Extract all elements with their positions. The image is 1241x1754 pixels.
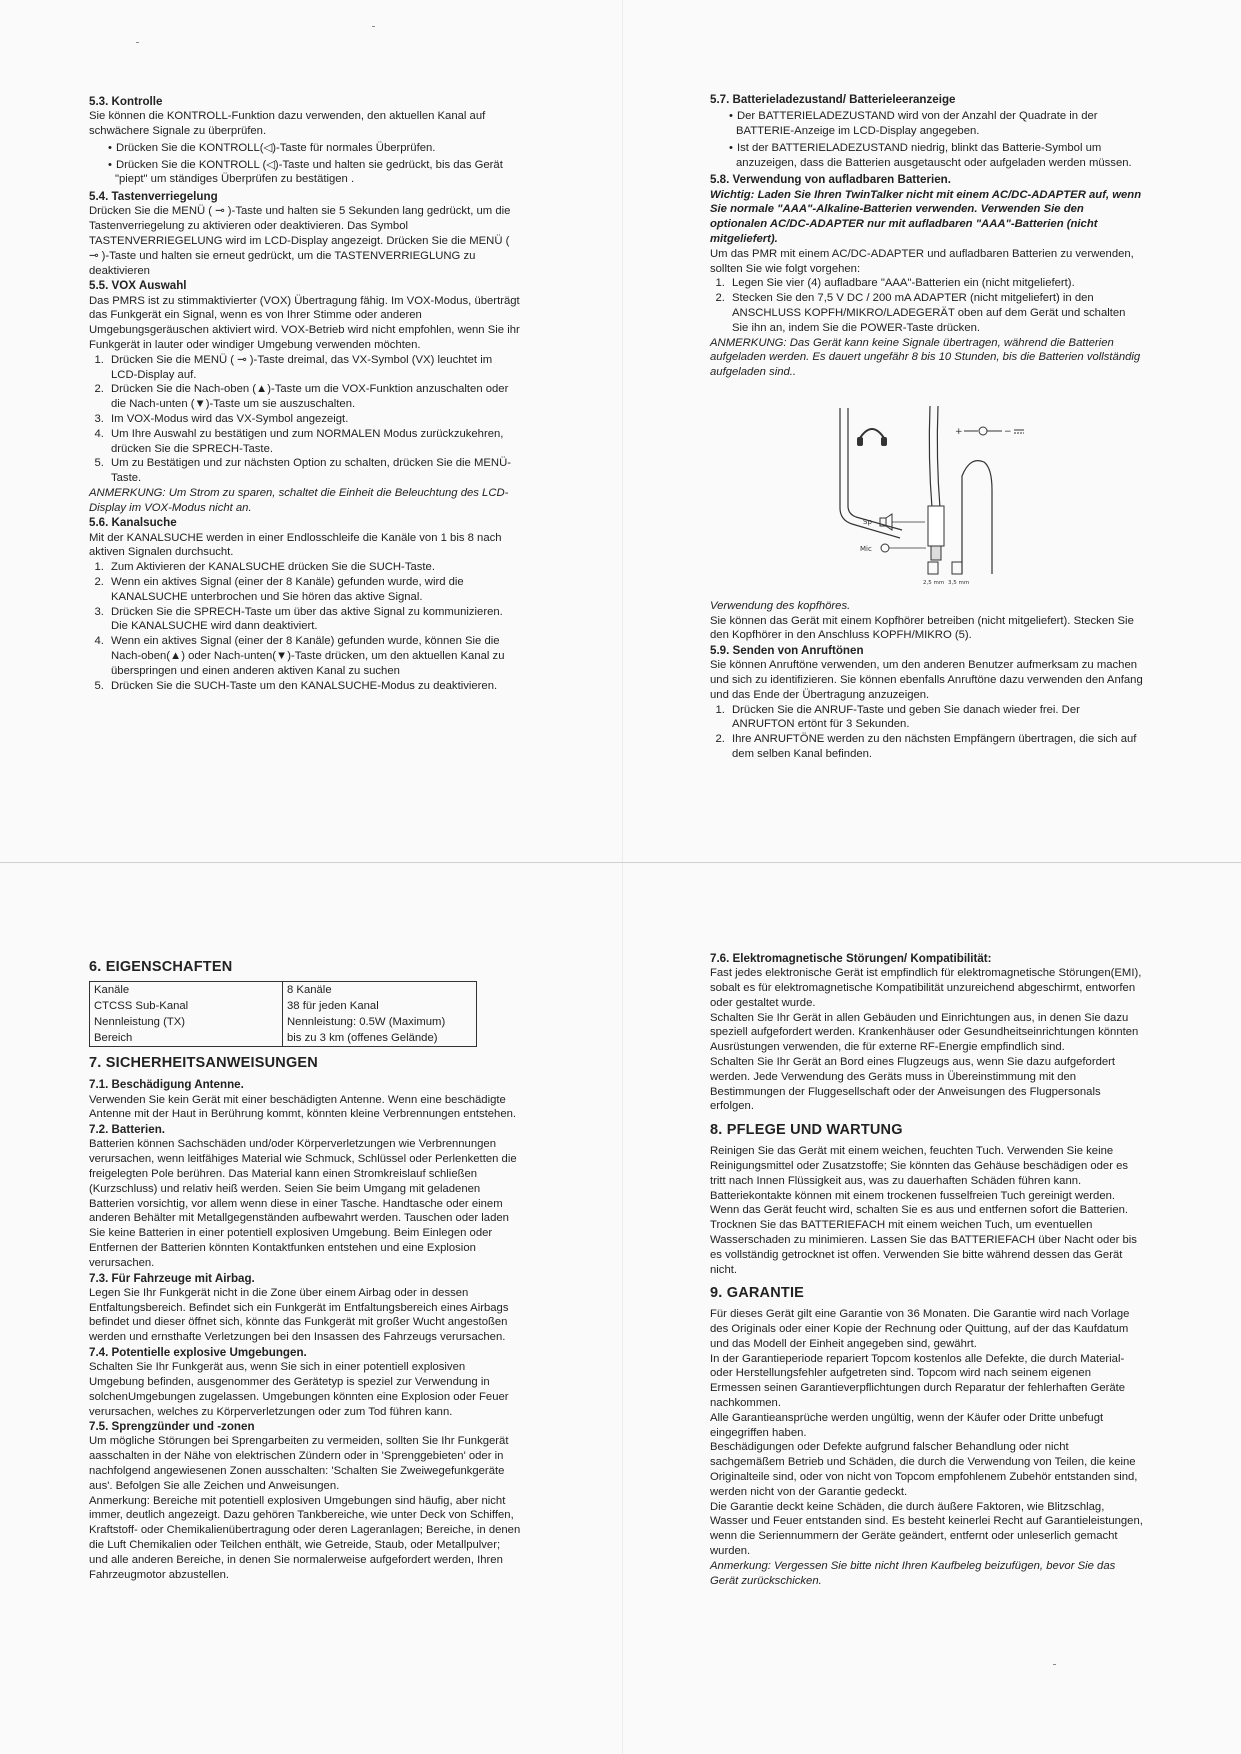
section-title: 5.7. Batterieladezustand/ Batterieleeranzeige — [710, 93, 956, 106]
step-item: 5. Um zu Bestätigen und zur nächsten Option zu schalten, drücken Sie die MENÜ-Taste. — [107, 456, 521, 486]
jack-icon — [952, 562, 962, 574]
table-row — [90, 981, 477, 998]
jack-size-label: 2,5 mm — [923, 579, 945, 586]
section-5-3 — [89, 94, 521, 187]
section-text: Schalten Sie Ihr Gerät an Bord eines Flugzeugs aus, wenn Sie dazu aufgefordert werden. Jede Verwendung des Geräts muss in Übereinstimmung mit den Bestimmungen der Fluggesellschaft oder der Anweisungen des Flugpersonals erfolgen. — [710, 1055, 1116, 1113]
note-text: ANMERKUNG: Um Strom zu sparen, schaltet die Einheit die Beleuchtung des LCD-Display im VOX-Modus nicht an. — [89, 486, 509, 514]
scan-speck — [1053, 1664, 1056, 1665]
section-title: 7.5. Sprengzünder und -zonen — [89, 1420, 255, 1434]
step-item: 2. Wenn ein aktives Signal (einer der 8 Kanäle) gefunden wurde, wird die KANALSUCHE unterbrochen und Sie hören das aktive Signal. — [107, 575, 521, 605]
section-5-4 — [89, 189, 521, 278]
speaker-icon — [880, 514, 925, 530]
step-item: 3. Im VOX-Modus wird das VX-Symbol angezeigt. — [107, 412, 521, 427]
adapter-cable — [929, 406, 932, 508]
section-title: 7.1. Beschädigung Antenne. — [89, 1078, 244, 1092]
section-title: 5.9. Senden von Anruftönen — [710, 644, 864, 658]
jack-size-label: 3,5 mm — [948, 579, 970, 586]
section-text: Drücken Sie die MENÜ ( ⊸ )-Taste und halten sie 5 Sekunden lang gedrückt, um die Tastenverriegelung zu aktivieren oder deaktivieren. Das Symbol TASTENVERRIEGELUNG wird im LCD-Display angezeigt. Drücken Sie die MENÜ ( ⊸ )-Taste und halten sie erneut gedrückt, um die TASTENVERRIEGLUNG zu deaktivieren — [89, 205, 511, 277]
section-5-7 — [710, 92, 1144, 170]
step-item: 2. Stecken Sie den 7,5 V DC / 200 mA ADAPTER (nicht mitgeliefert) in den ANSCHLUSS KOPFH/MIKRO/LADEGERÄT oben auf dem Gerät und schalten Sie ihn an, indem Sie die POWER-Taste drücken. — [728, 291, 1144, 335]
section-text: Um das PMR mit einem AC/DC-ADAPTER und aufladbaren Batterien zu verwenden, sollten Sie wie folgt vorgehen: — [710, 247, 1134, 275]
section-9 — [710, 1284, 1144, 1588]
step-item: 2. Ihre ANRUFTÖNE werden zu den nächsten Empfängern übertragen, die sich auf dem selben Kanal befinden. — [728, 732, 1144, 762]
section-text: Sie können die KONTROLL-Funktion dazu verwenden, den aktuellen Kanal auf schwächere Signale zu überprüfen. — [89, 110, 486, 137]
plug-icon — [928, 506, 944, 546]
section-6 — [89, 958, 521, 1047]
section-5-8 — [710, 172, 1144, 380]
section-text: Schalten Sie Ihr Gerät in allen Gebäuden und Einrichtungen aus, in denen Sie dazu speziell aufgefordert werden. Krankenhäuser oder Gesundheitseinrichtungen könnten Ausrüstungen verwenden, die für externe RF-Energie empfindlich sind. — [710, 1011, 1139, 1054]
section-text: Schalten Sie Ihr Funkgerät aus, wenn Sie sich in einer potentiell explosiven Umgebung befinden, ausgenommer des Gerätetyp is speziel zur Verwendung in solchenUmgebungen zugelassen. Umgebungen könnten eine Explosion oder Feuer verursachen, welches zu Körperverletzungen oder zum Tod führen kann. — [89, 1361, 509, 1418]
section-title: 5.6. Kanalsuche — [89, 516, 177, 530]
section-text: Mit der KANALSUCHE werden in einer Endlosschleife die Kanäle von 1 bis 8 nach aktiven Signalen durchsucht. — [89, 531, 502, 559]
section-5-9 — [710, 643, 1144, 762]
section-text: Das PMRS ist zu stimmaktivierter (VOX) Übertragung fähig. Im VOX-Modus, überträgt das Funkgerät ein Signal, wenn es von Ihrer Stimme oder anderen Umgebungsgeräuschen aktiviert wird. VOX-Betrieb wird nicht empfohlen, wenn Sie ihr Funkgerät in lauter oder windiger Umgebung verwenden möchten. — [89, 294, 520, 351]
spec-value: 38 für jeden Kanal — [287, 1000, 379, 1013]
bullet-item: • Drücken Sie die KONTROLL (◁)-Taste und halten sie gedrückt, bis das Gerät "piept" um ständiges Überprüfen zu bestätigen . — [108, 158, 521, 188]
specifications-table — [89, 981, 477, 1047]
bullet-item: • Ist der BATTERIELADEZUSTAND niedrig, blinkt das Batterie-Symbol um anzuzeigen, dass die Batterien ausgetauscht oder aufgeladen werden müssen. — [729, 141, 1144, 171]
page-fold-vertical — [622, 0, 623, 1754]
step-list — [710, 276, 1144, 335]
section-5-6 — [89, 515, 521, 693]
section-text: Fast jedes elektronische Gerät ist empfindlich für elektromagnetische Störungen(EMI), sobalt es für elektromagnetische Kompatibilität unzureichend abgeschirmt, entworfen oder gestaltet wurde. — [710, 967, 1142, 1009]
step-item: 1. Drücken Sie die ANRUF-Taste und geben Sie danach wieder frei. Der ANRUFTON ertönt für 3 Sekunden. — [728, 703, 1144, 733]
step-item: 1. Drücken Sie die MENÜ ( ⊸ )-Taste dreimal, das VX-Symbol (VX) leuchtet im LCD-Display auf. — [107, 353, 521, 383]
section-text: Anmerkung: Bereiche mit potentiell explosiven Umgebungen sind häufig, aber nicht immer, deutlich angezeigt. Dazu gehören Tankbereiche, wie unter Deck von Schiffen, Kraftstoff- oder Chemikalienübertragung oder deren Lageranlagen; Bereiche, in denen die Luft Chemikalien oder Teilchen enthält, wie Getreide, Staub, oder Metallpulver; und alle anderen Bereiche, in denen Sie normalerweise aufgefordert werden, Ihren Fahrzeugmotor abzustellen. — [89, 1494, 521, 1581]
dc-polarity-icon — [955, 427, 1024, 437]
spec-key: CTCSS Sub-Kanal — [90, 998, 283, 1014]
bullet-item: • Der BATTERIELADEZUSTAND wird von der Anzahl der Quadrate in der BATTERIE-Anzeige im LCD-Display angegeben. — [729, 109, 1144, 139]
page-fold-horizontal — [0, 862, 1241, 863]
section-title: 5.4. Tastenverriegelung — [89, 190, 218, 204]
spec-key: Kanäle — [90, 981, 283, 998]
table-row — [90, 998, 477, 1014]
section-title: 5.8. Verwendung von aufladbaren Batterien. — [710, 173, 951, 187]
section-text: Alle Garantieansprüche werden ungültig, wenn der Käufer oder Dritte unbefugt eingegriffen haben. — [710, 1411, 1104, 1439]
section-text: Sie können Anruftöne verwenden, um den anderen Benutzer aufmerksam zu machen und sich zu identifizieren. Sie können ebenfalls Anruftöne dazu verwenden den Anfang und das Ende der Übertragung anzuzeigen. — [710, 659, 1143, 701]
step-list — [89, 353, 521, 486]
note-text: Anmerkung: Vergessen Sie bitte nicht Ihren Kaufbeleg beizufügen, bevor Sie das Gerät zurückschicken. — [710, 1559, 1116, 1587]
section-5-5 — [89, 278, 521, 515]
step-item: 1. Zum Aktivieren der KANALSUCHE drücken Sie die SUCH-Taste. — [107, 560, 521, 575]
warning-text: Wichtig: Laden Sie Ihren TwinTalker nicht mit einem AC/DC-ADAPTER auf, wenn Sie normale "AAA"-Alkaline-Batterien verwenden. Verwenden Sie den optionalen AC/DC-ADAPTER nur mit aufladbaren "AAA"-Batterien (nicht mitgeliefert). — [710, 188, 1142, 245]
chapter-title: 6. EIGENSCHAFTEN — [89, 959, 233, 975]
table-row — [90, 1030, 477, 1047]
scan-speck — [136, 42, 139, 43]
column-top-left — [89, 94, 521, 693]
section-7-6 — [710, 951, 1144, 1114]
plug-tip — [931, 546, 941, 560]
section-title: 7.4. Potentielle explosive Umgebungen. — [89, 1345, 307, 1359]
bullet-list — [89, 141, 521, 187]
section-text: Verwenden Sie kein Gerät mit einer beschädigten Antenne. Wenn eine beschädigte Antenne mit der Haut in Berührung kommt, könnten kleine Verbrennungen entstehen. — [89, 1093, 517, 1121]
step-item: 1. Legen Sie vier (4) aufladbare "AAA"-Batterien ein (nicht mitgeliefert). — [728, 276, 1144, 291]
step-list — [89, 560, 521, 693]
chapter-title: 7. SICHERHEITSANWEISUNGEN — [89, 1055, 318, 1072]
microphone-icon — [881, 544, 926, 552]
step-item: 4. Wenn ein aktives Signal (einer der 8 Kanäle) gefunden wurde, können Sie die Nach-oben(▲) oder Nach-unten(▼)-Taste drücken, um den aktuellen Kanal zu überspringen und einen anderen aktiven Kanal zu suchen — [107, 634, 521, 678]
radio-device-outline — [962, 461, 992, 574]
section-text: Batterien können Sachschäden und/oder Körperverletzungen wie Verbrennungen verursachen, wenn leitfähiges Material wie Schmuck, Schlüssel oder Perlenketten die freigelegten Pole berühren. Das Material kann einen Stromkreislauf schließen (Kurzschluss) und relativ heiß werden. Seien Sie beim Umgang mit geladenen Batterien vorsichtig, vor allem wenn diese in einer Tasche. Handtasche oder einem anderen Behälter mit Metallgegenständen aufbewahrt werden. Tauschen oder laden Sie keine Batterien in einer potentiell explosiven Umgebung. Beim Einlegen oder Entfernen der Batterien könnten Kontaktfunken entstehen und eine Explosion verursachen. — [89, 1138, 517, 1269]
section-text: Für dieses Gerät gilt eine Garantie von 36 Monaten. Die Garantie wird nach Vorlage des Originals oder einer Kopie der Rechnung oder Quittung, auf der das Kaufdatum und das Modell der Einheit angegeben sind, gewährt. — [710, 1308, 1130, 1350]
spec-key: Nennleistung (TX) — [90, 1014, 283, 1030]
svg-text:+: + — [955, 426, 963, 437]
bullet-item: • Drücken Sie die KONTROLL(◁)-Taste für normales Überprüfen. — [108, 141, 521, 156]
adapter-cable — [937, 406, 940, 508]
section-title: 5.3. Kontrolle — [89, 95, 163, 108]
table-row — [90, 1014, 477, 1030]
chapter-title: 8. PFLEGE UND WARTUNG — [710, 1122, 903, 1139]
headphone-icon — [857, 429, 887, 446]
spec-value: Nennleistung: 0.5W (Maximum) — [287, 1016, 446, 1029]
column-bottom-right — [710, 951, 1144, 1588]
section-title: 5.5. VOX Auswahl — [89, 279, 187, 293]
column-bottom-left — [89, 951, 521, 1582]
section-text: Um mögliche Störungen bei Sprengarbeiten zu vermeiden, sollten Sie Ihr Funkgerät aasschalten in der Nähe von elektrischen Zündern oder in 'Sprenggebieten' oder in nachfolgend angewiesenen Zonen ausschalten: 'Schalten Sie Zweiwegefunkgeräte aus'. Befolgen Sie alle Zeichen und Anweisungen. — [89, 1435, 509, 1492]
figure-caption: Verwendung des kopfhöres. — [710, 599, 851, 612]
section-text: Reinigen Sie das Gerät mit einem weichen, feuchten Tuch. Verwenden Sie keine Reinigungsmittel oder Zusatzstoffe; Sie könnten das Gehäuse beschädigen oder es tritt nach Innen Flüssigkeit aus, was zu dauerhaften Schäden führen kann. Batteriekontakte können mit einem trockenen fusselfreien Tuch gereinigt werden. Wenn das Gerät feucht wird, schalten Sie es aus und entfernen sofort die Batterien. Trocknen Sie das BATTERIEFACH mit einem weichen Tuch, um eventuellen Wasserschaden zu minimieren. Lassen Sie das BATTERIEFACH über Nacht oder bis es vollständig getrocknet ist offen. Verwenden Sie bitte während dessen das Gerät nicht. — [710, 1145, 1137, 1276]
chapter-title: 9. GARANTIE — [710, 1285, 805, 1302]
note-text: ANMERKUNG: Das Gerät kann keine Signale übertragen, während die Batterien aufgeladen werden. Es dauert ungefähr 8 bis 10 Stunden, bis die Batterien vollständig aufgeladen sind.. — [710, 336, 1141, 379]
section-text: In der Garantieperiode repariert Topcom kostenlos alle Defekte, die durch Material- oder Herstellungsfehler aufgetreten sind. Topcom wird nach seinem eigenen Ermessen seinen Garantieverpflichtungen durch Reparatur der fehlerhaften Geräte nachkommen. — [710, 1352, 1126, 1410]
section-8 — [710, 1121, 1144, 1277]
section-7 — [89, 1054, 521, 1582]
scan-speck — [372, 26, 375, 27]
step-item: 2. Drücken Sie die Nach-oben (▲)-Taste um die VOX-Funktion anzuschalten oder die Nach-unten (▼)-Taste um sie auszuschalten. — [107, 382, 521, 412]
headset-connection-figure — [730, 398, 1130, 588]
step-item: 4. Um Ihre Auswahl zu bestätigen und zum NORMALEN Modus zurückzukehren, drücken Sie die SPRECH-Taste. — [107, 427, 521, 457]
spec-value: bis zu 3 km (offenes Gelände) — [287, 1032, 438, 1045]
bullet-list — [710, 109, 1144, 170]
section-title: 7.3. Für Fahrzeuge mit Airbag. — [89, 1271, 255, 1285]
spec-value: 8 Kanäle — [287, 983, 332, 996]
spec-key: Bereich — [90, 1030, 283, 1047]
headset-cable — [848, 408, 902, 530]
speaker-label: Sp — [863, 517, 872, 526]
step-list — [710, 703, 1144, 762]
section-text: Sie können das Gerät mit einem Kopfhörer betreiben (nicht mitgeliefert). Stecken Sie den Kopfhörer in den Anschluss KOPFH/MIKRO (5). — [710, 614, 1134, 642]
section-title: 7.2. Batterien. — [89, 1123, 166, 1137]
column-top-right — [710, 92, 1144, 762]
step-item: 3. Drücken Sie die SPRECH-Taste um über das aktive Signal zu kommunizieren. Die KANALSUCHE wird dann deaktiviert. — [107, 605, 521, 635]
section-text: Legen Sie Ihr Funkgerät nicht in die Zone über einem Airbag oder in dessen Entfaltungsbereich. Befindet sich ein Funkgerät im Entfaltungsbereich eines Airbags befindet und dieser öffnet sich, könnte das Funkgerät mit großer Wucht angestoßen werden und ernsthafte Verletzungen bei den Insassen des Fahrzeugs verursachen. — [89, 1286, 509, 1344]
section-title: 7.6. Elektromagnetische Störungen/ Kompatibilität: — [710, 952, 992, 965]
section-text: Beschädigungen oder Defekte aufgrund falscher Behandlung oder nicht sachgemäßem Betrieb und Schäden, die durch die Verwendung von Teilen, die keine Originalteile sind, oder von nicht von Topcom empfohlenem Zubehör entstanden sind, werden nicht von der Garantie gedeckt. — [710, 1441, 1138, 1498]
step-item: 5. Drücken Sie die SUCH-Taste um den KANALSUCHE-Modus zu deaktivieren. — [107, 679, 521, 694]
section-text: Die Garantie deckt keine Schäden, die durch äußere Faktoren, wie Blitzschlag, Wasser und Feuer entstanden sind. Es besteht keinerlei Recht auf Garantieleistungen, wenn die Seriennummern der Geräte geändert, entfernt oder unleserlich gemacht wurden. — [710, 1500, 1143, 1558]
svg-text:−: − — [1004, 426, 1012, 437]
mic-label: Mic — [860, 544, 872, 553]
jack-icon — [928, 562, 938, 574]
